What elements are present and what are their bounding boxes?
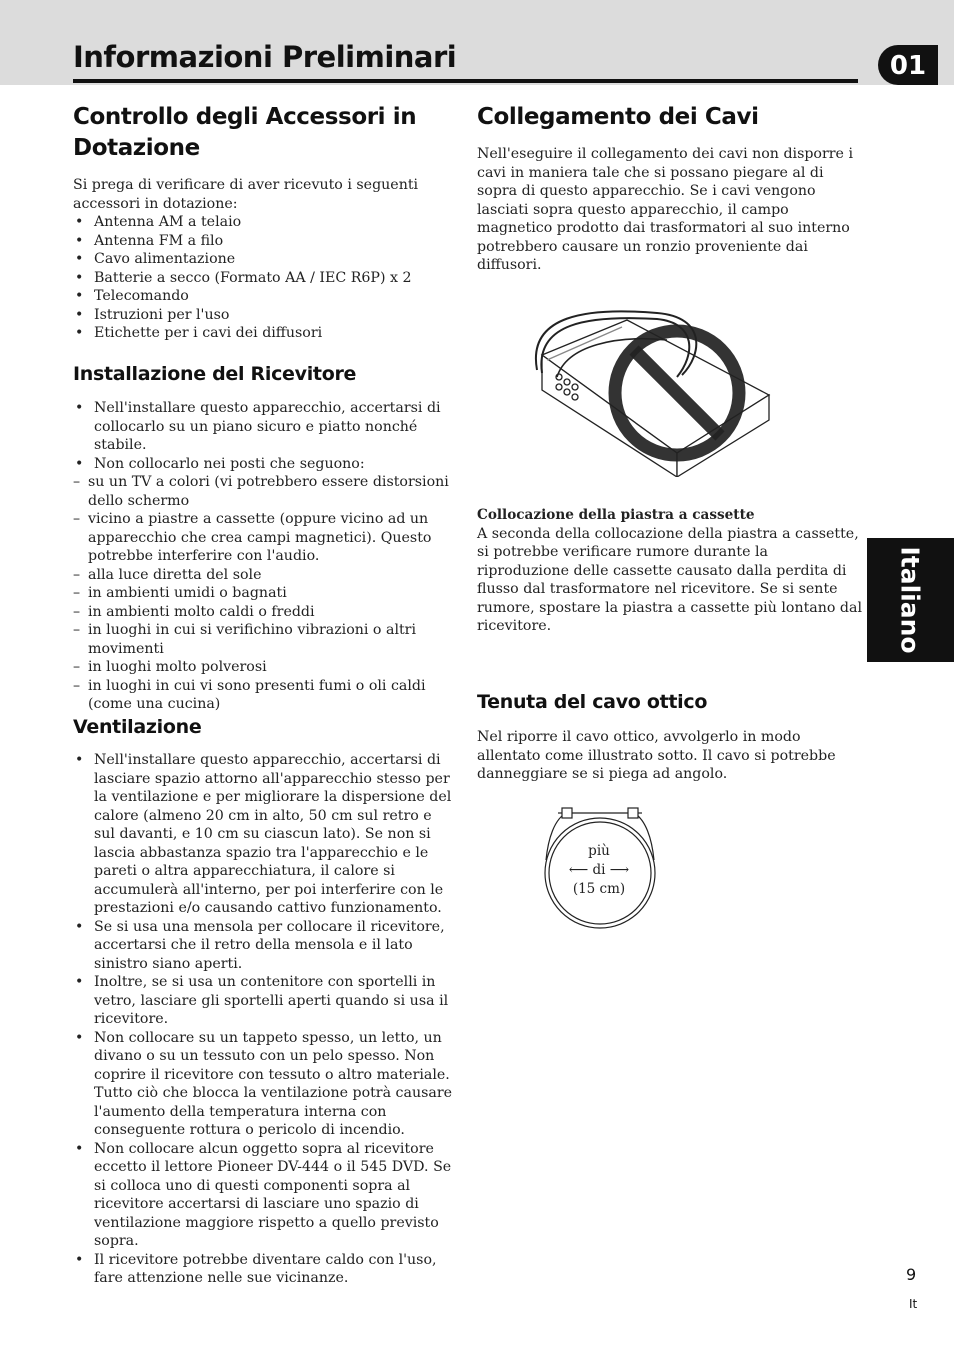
page-number: 9: [906, 1265, 917, 1284]
language-tab-label: Italiano: [895, 546, 925, 654]
optical-heading: Tenuta del cavo ottico: [477, 691, 708, 713]
list-item: • Nell'installare questo apparecchio, accertarsi di collocarlo su un piano sicuro e piatto nonché stabile.: [73, 399, 453, 455]
accessories-intro: Si prega di verificare di aver ricevuto i seguenti accessori in dotazione:: [73, 177, 419, 212]
list-item: – vicino a piastre a cassette (oppure vicino ad un apparecchio che crea campi magnetici). Questo potrebbe interferire con l'audio.: [73, 510, 453, 566]
ventilation-heading: Ventilazione: [73, 716, 202, 738]
list-item: • Inoltre, se si usa un contenitore con sportelli in vetro, lasciare gli sportelli aperti quando si usa il ricevitore.: [73, 973, 453, 1029]
list-item: • Se si usa una mensola per collocare il ricevitore, accertarsi che il retro della mensola e il lato sinistro siano aperti.: [73, 918, 453, 974]
header-rule: [73, 79, 858, 83]
list-item: – in luoghi molto polverosi: [73, 658, 453, 677]
optical-body: Nel riporre il cavo ottico, avvolgerlo in modo allentato come illustrato sotto. Il cavo si potrebbe danneggiare se si piega ad angolo.: [477, 729, 836, 782]
list-item: • Telecomando: [73, 287, 453, 306]
cable-label-size: (15 cm): [572, 881, 626, 897]
language-code: It: [909, 1297, 918, 1311]
cassette-caption-title: Collocazione della piastra a cassette: [477, 507, 755, 523]
installation-list: [73, 399, 453, 714]
cassette-caption: [477, 506, 862, 636]
arrow-left-icon: ⟵: [568, 862, 593, 878]
list-item: • Non collocare alcun oggetto sopra al ricevitore eccetto il lettore Pioneer DV-444 o il 545 DVD. Se si colloca uno di questi componenti sopra al ricevitore accertarsi di lasciare uno spazio di ventilazione maggiore rispetto a quello previsto sopra.: [73, 1140, 453, 1251]
cables-body: Nell'eseguire il collegamento dei cavi non disporre i cavi in maniera tale che si possano piegare al di sopra di questo apparecchio. Se i cavi vengono lasciati sopra questo apparecchio, il campo magnetico prodotto dai trasformatori al suo interno potrebbero causare un ronzio proveniente dai diffusori.: [477, 146, 853, 273]
list-item: • Il ricevitore potrebbe diventare caldo con l'uso, fare attenzione nelle sue vicinanze.: [73, 1251, 453, 1288]
arrow-right-icon: ⟶: [605, 862, 630, 878]
cable-label-more: più: [588, 843, 610, 859]
accessories-list: [73, 213, 453, 343]
list-item: – su un TV a colori (vi potrebbero essere distorsioni dello schermo: [73, 473, 453, 510]
accessories-heading: Controllo degli Accessori in Dotazione: [73, 104, 417, 161]
list-item: • Cavo alimentazione: [73, 250, 453, 269]
list-item: • Etichette per i cavi dei diffusori: [73, 324, 453, 343]
language-side-tab: [867, 538, 954, 662]
list-item: • Istruzioni per l'uso: [73, 306, 453, 325]
list-item: • Antenna AM a telaio: [73, 213, 453, 232]
list-item: – in luoghi in cui si verifichino vibrazioni o altri movimenti: [73, 621, 453, 658]
list-item: – alla luce diretta del sole: [73, 566, 453, 585]
list-item: – in ambienti umidi o bagnati: [73, 584, 453, 603]
cable-size-label: [557, 842, 641, 899]
cassette-caption-body: A seconda della collocazione della piastra a cassette, si potrebbe verificare rumore durante la riproduzione delle cassette causato dalla perdita di flusso dal trasformatore nel ricevitore. Se si sente rumore, spostare la piastra a cassette più lontano dal ricevitore.: [477, 525, 863, 634]
list-item: – in luoghi in cui vi sono presenti fumi o oli caldi (come una cucina): [73, 677, 453, 714]
installation-heading: Installazione del Ricevitore: [73, 363, 357, 385]
ventilation-list: [73, 751, 453, 1288]
chapter-title: Informazioni Preliminari: [73, 40, 457, 74]
cables-heading: Collegamento dei Cavi: [477, 104, 759, 130]
cable-label-of: di: [592, 862, 606, 878]
list-item: • Batterie a secco (Formato AA / IEC R6P) x 2: [73, 269, 453, 288]
list-item: – in ambienti molto caldi o freddi: [73, 603, 453, 622]
chapter-number-badge: 01: [878, 45, 938, 85]
cable-label-of-row: [557, 861, 641, 880]
list-item: • Non collocarlo nei posti che seguono:: [73, 455, 453, 474]
receiver-cable-illustration: [527, 305, 775, 477]
list-item: • Nell'installare questo apparecchio, accertarsi di lasciare spazio attorno all'apparecchio stesso per la ventilazione e per migliorare la dispersione del calore (almeno 20 cm in alto, 50 cm sul retro e sul davanti, e 10 cm su ciascun lato). Se non si lascia abbastanza spazio tra l'apparecchio e le pareti o altra apparecchiatura, il calore si accumulerà all'interno, per poi interferire con le prestazioni e/o causando cattivo funzionamento.: [73, 751, 453, 918]
list-item: • Non collocare su un tappeto spesso, un letto, un divano o su un tessuto con un pelo spesso. Non coprire il ricevitore con tessuto o altro materiale. Tutto ciò che blocca la ventilazione potrà causare l'aumento della temperatura interna con conseguente rottura o pericolo di incendio.: [73, 1029, 453, 1140]
list-item: • Antenna FM a filo: [73, 232, 453, 251]
